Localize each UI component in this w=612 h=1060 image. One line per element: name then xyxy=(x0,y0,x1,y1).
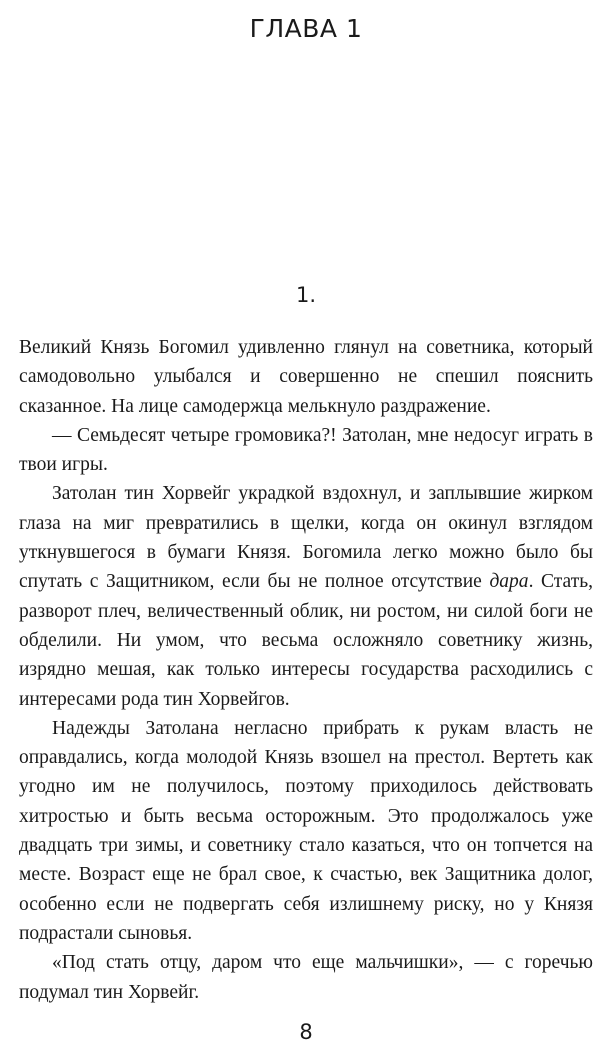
paragraph xyxy=(19,479,593,713)
paragraph-text: Затолан тин Хорвейг украдкой вздохнул, и заплывшие жирком глаза на миг превратились в щелки, когда он окинул взглядом уткнувшегося в бумаги Князя. Богомила легко можно было бы спутать с Защитником, если бы не полное отсутствие xyxy=(19,483,593,593)
paragraph-text: . Стать, разворот плеч, величественный облик, ни ростом, ни силой боги не обделили. Ни умом, что весьма осложняло советнику жизнь, изрядно мешая, как только интересы государства расходились с интересами рода тин Хорвейгов. xyxy=(19,571,593,710)
paragraph: Великий Князь Богомил удивленно глянул на советника, который самодовольно улыбался и совершенно не спешил пояснить сказанное. На лице самодержца мелькнуло раздражение. xyxy=(19,337,593,417)
paragraph: — Семьдесят четыре громовика?! Затолан, мне недосуг играть в твои игры. xyxy=(19,424,593,476)
italic-word: дара xyxy=(489,571,529,593)
paragraph: «Под стать отцу, даром что еще мальчишки», — с горечью подумал тин Хорвейг. xyxy=(19,952,593,1003)
chapter-title: ГЛАВА 1 xyxy=(249,14,363,43)
paragraph: Надежды Затолана негласно прибрать к рукам власть не оправдались, когда молодой Князь взошел на престол. Вертеть как угодно им не получилось, поэтому приходилось действовать хитростью и быть весьма осторожным. Это продолжалось уже двадцать три зимы, и советнику стало казаться, что он топчется на месте. Возраст еще не брал свое, к счастью, век Защитника долог, особенно если не подвергать себя излишнему риску, но у Князя подрастали сыновья. xyxy=(19,717,593,944)
body-text xyxy=(19,333,593,1007)
page-number: 8 xyxy=(299,1020,313,1044)
section-number: 1. xyxy=(295,283,317,307)
